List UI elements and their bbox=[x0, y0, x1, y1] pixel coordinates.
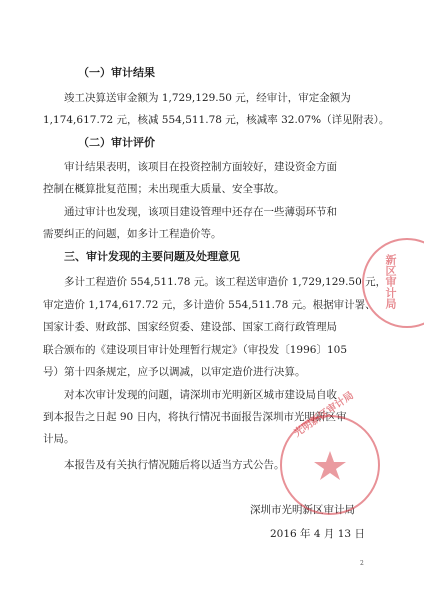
section-heading-audit-evaluation: （二）审计评价 bbox=[78, 136, 155, 149]
paragraph-line: 审定造价 1,174,617.72 元，多计造价 554,511.78 元。根据审计署、 bbox=[43, 299, 376, 311]
paragraph-line: 控制在概算批复范围；未出现重大质量、安全事故。 bbox=[43, 183, 285, 195]
paragraph-line: 对本次审计发现的问题，请深圳市光明新区城市建设局自收 bbox=[64, 389, 337, 401]
paragraph-line: 竣工决算送审金额为 1,729,129.50 元，经审计，审定金额为 bbox=[64, 92, 351, 104]
signature-org: 深圳市光明新区审计局 bbox=[250, 504, 355, 516]
paragraph-line: 需要纠正的问题，如多计工程造价等。 bbox=[43, 228, 222, 240]
page-number: 2 bbox=[360, 560, 364, 567]
section-heading-issues: 三、审计发现的主要问题及处理意见 bbox=[64, 250, 240, 263]
paragraph-line: 到本报告之日起 90 日内，将执行情况书面报告深圳市光明新区审 bbox=[43, 411, 347, 423]
paragraph-line: 1,174,617.72 元，核减 554,511.78 元，核减率 32.07%（详见附表）。 bbox=[43, 114, 390, 126]
paragraph-line: 多计工程造价 554,511.78 元。该工程送审造价 1,729,129.50 元， bbox=[64, 276, 387, 288]
seal-text: 光明新区审计局 bbox=[292, 390, 356, 440]
paragraph-line: 号）第十四条规定，应予以调减，以审定造价进行决算。 bbox=[43, 366, 306, 378]
signature-date: 2016 年 4 月 13 日 bbox=[270, 528, 365, 540]
official-seal-partial bbox=[362, 238, 424, 328]
paragraph-line: 联合颁布的《建设项目审计处理暂行规定》（审投发〔1996〕105 bbox=[43, 344, 348, 356]
official-seal bbox=[280, 390, 380, 515]
seal-text: 新区审计局 bbox=[384, 254, 397, 309]
paragraph-line: 计局。 bbox=[43, 433, 75, 445]
section-heading-audit-result: （一）审计结果 bbox=[78, 66, 155, 79]
paragraph-line: 通过审计也发现，该项目建设管理中还存在一些薄弱环节和 bbox=[64, 206, 337, 218]
paragraph-line: 国家计委、财政部、国家经贸委、建设部、国家工商行政管理局 bbox=[43, 321, 337, 333]
paragraph-line: 本报告及有关执行情况随后将以适当方式公告。 bbox=[64, 459, 285, 471]
paragraph-line: 审计结果表明，该项目在投资控制方面较好，建设资金方面 bbox=[64, 161, 337, 173]
